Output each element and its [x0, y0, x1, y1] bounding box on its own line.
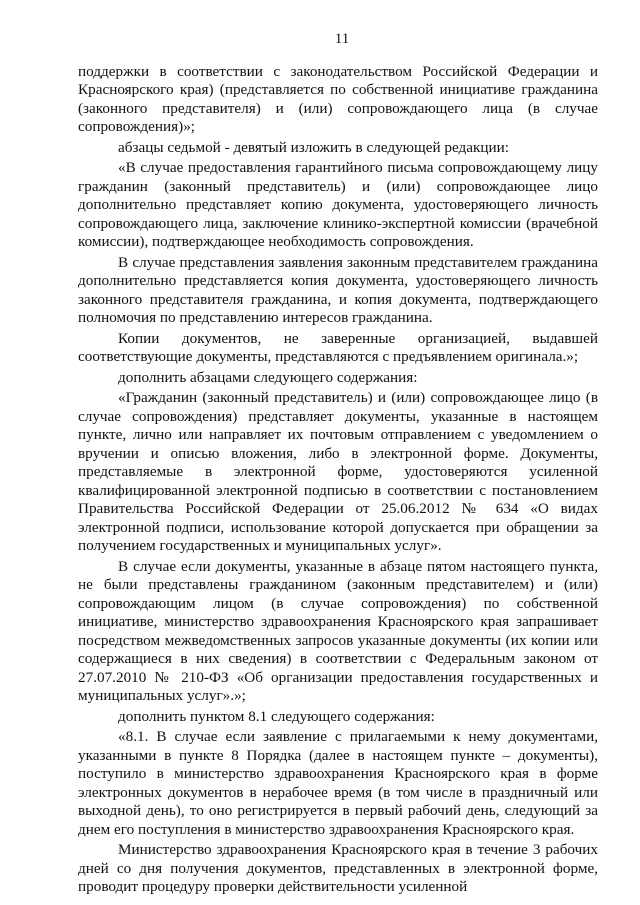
- document-page: [78, 30, 598, 899]
- paragraph-item-8-1: «8.1. В случае если заявление с прилагаемыми к нему документами, указанными в пункте 8 Порядка (далее в настоящем пункте – документы), поступило в министерство здравоохранения Красноярского края в форме электронных документов в нерабочее время (в том числе в праздничный или выходной день), то оно регистрируется в первый рабочий день, следующий за днем его поступления в министерство здравоохранения Красноярского края.: [78, 728, 598, 838]
- paragraph-interagency-requests: В случае если документы, указанные в абзаце пятом настоящего пункта, не были представлены гражданином (законным представителем) и (или) сопровождающим лицом (в случае сопровождения) по собственной инициативе, министерство здравоохранения Красноярского края запрашивает посредством межведомственных запросов указанные документы (их копии или содержащиеся в них сведения) в соответствии с Федеральным законом от 27.07.2010 № 210-ФЗ «Об организации предоставления государственных и муниципальных услуг».»;: [78, 557, 598, 704]
- paragraph-guarantee-letter: «В случае предоставления гарантийного письма сопровождающему лицу гражданин (законный представитель) и (или) сопровождающее лицо дополнительно представляет копию документа, удостоверяющего личность сопровождающего лица, заключение клинико-экспертной комиссии (врачебной комиссии), подтверждающее необходимость сопровождения.: [78, 159, 598, 250]
- paragraph-legal-representative: В случае представления заявления законным представителем гражданина дополнительно представляется копия документа, удостоверяющего личность законного представителя гражданина, и копия документа, подтверждающего полномочия по представлению интересов гражданина.: [78, 253, 598, 326]
- paragraph-copies: Копии документов, не заверенные организацией, выдавшей соответствующие документы, представляются с предъявлением оригинала.»;: [78, 329, 598, 365]
- paragraph-submission: «Гражданин (законный представитель) и (или) сопровождающее лицо (в случае сопровождения) представляет документы, указанные в настоящем пункте, лично или направляет их почтовым отправлением с уведомлением о вручении и описью вложения, либо в электронной форме. Документы, представляемые в электронной форме, удостоверяются усиленной квалифицированной электронной подписью в соответствии с постановлением Правительства Российской Федерации от 25.06.2012 № 634 «О видах электронной подписи, использование которой допускается при обращении за получением государственных и муниципальных услуг».: [78, 389, 598, 554]
- paragraph-instruction: дополнить абзацами следующего содержания:: [118, 368, 418, 386]
- paragraph-continuation: поддержки в соответствии с законодательством Российской Федерации и Красноярского края) (представляется по собственной инициативе гражданина (законного представителя) и (или) сопровождающего лица (в случае сопровождения)»;: [78, 62, 598, 135]
- page-number: 11: [334, 31, 350, 47]
- paragraph-instruction: абзацы седьмой - девятый изложить в следующей редакции:: [118, 138, 509, 156]
- paragraph-verification: Министерство здравоохранения Красноярского края в течение 3 рабочих дней со дня получения документов, представленных в электронной форме, проводит процедуру проверки действительности усиленной: [78, 841, 598, 895]
- paragraph-instruction: дополнить пунктом 8.1 следующего содержания:: [118, 707, 435, 725]
